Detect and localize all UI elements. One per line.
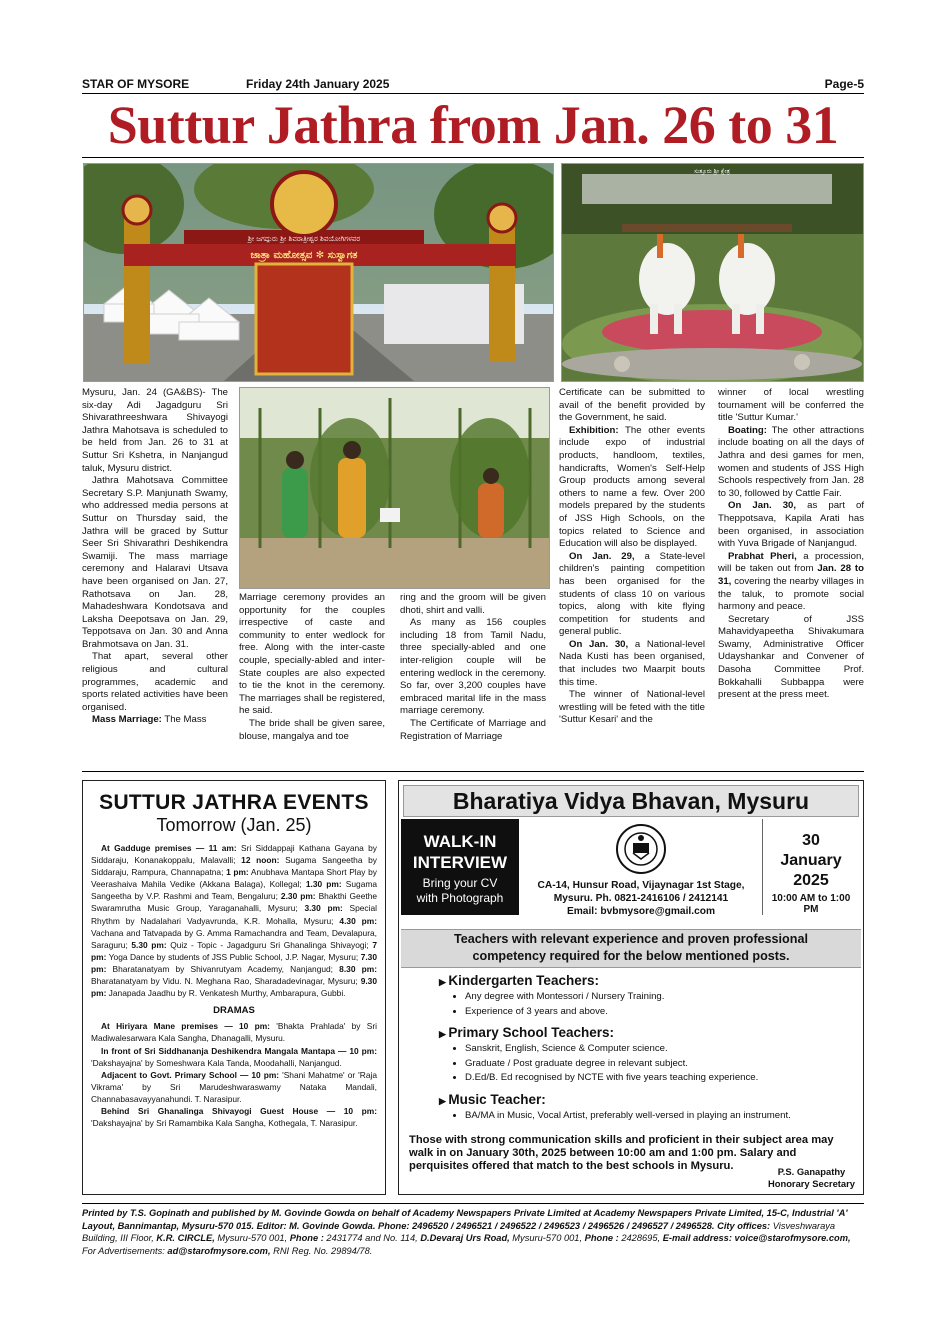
job-requirement: • Sanskrit, English, Science & Computer science. — [465, 1042, 859, 1057]
job-requirement: • Experience of 3 years and above. — [465, 1005, 859, 1020]
article-para — [559, 551, 705, 639]
event-time: 7.30 pm: — [91, 951, 377, 974]
signer-name: P.S. Ganapathy — [777, 1166, 846, 1177]
bvb-advert — [398, 780, 864, 1195]
job-title — [439, 973, 859, 988]
signatory — [768, 1166, 855, 1190]
article-para — [718, 500, 864, 550]
advert-footer: Those with strong communication skills and proficient in their subject area may walk in on January 30th, 2025 between 10:00 am and 1:00 pm. Salary and perquisites offered that match to the best schools in Mysuru. — [409, 1134, 834, 1172]
job-list — [439, 973, 859, 1129]
walkin-line: WALK-IN — [423, 832, 497, 851]
job-title-text: Primary School Teachers: — [448, 1025, 614, 1040]
job-title — [439, 1025, 859, 1040]
date-month: January — [780, 852, 842, 869]
article-bold: Jan. 28 to 31, — [718, 563, 864, 587]
drama-item — [91, 1105, 377, 1129]
events-list — [91, 842, 377, 999]
photo-bullocks — [561, 163, 864, 382]
event-desc: Special Rhythm by Nadalahari Vadyavrunda, K.R. Mohalla, Mysuru; — [91, 903, 378, 926]
imprint-text: 2428695, — [621, 1233, 661, 1244]
advert-address — [523, 819, 759, 915]
event-desc: Sri Siddappaji Kathana Gayana by Siddaraju, Konanakoppalu, Malavalli; — [91, 843, 377, 866]
masthead — [82, 76, 864, 92]
subhead-exhibition: Exhibition: — [569, 424, 619, 436]
drama-venue: At Hiriyara Mane premises — 10 pm: — [101, 1021, 270, 1032]
arrow-bullet-icon: ▶ — [439, 1095, 449, 1106]
article-para — [559, 425, 705, 551]
date-time: 10:00 AM to 1:00 PM — [771, 893, 851, 915]
subhead-mass-marriage: Mass Marriage: — [92, 714, 162, 726]
job-requirement: • BA/MA in Music, Vocal Artist, preferably well-versed in playing an instrument. — [465, 1109, 859, 1124]
job-requirement: • D.Ed/B. Ed recognised by NCTE with five years teaching experience. — [465, 1071, 859, 1086]
event-desc: Vachana and Tatvapada by G. Amma Ramachandra and Team, Devalapura, Saraguru; — [91, 927, 377, 950]
job-title-text: Kindergarten Teachers: — [448, 973, 599, 988]
article-text: The Mass — [164, 714, 207, 726]
email-line: Email: bvbmysore@gmail.com — [566, 906, 716, 917]
arrow-bullet-icon: ▶ — [439, 977, 449, 987]
headline-rule — [82, 157, 864, 158]
article-para: As many as 156 couples including 18 from Tamil Nadu, three specially-abled and one inter-religion couple will be entering wedlock in the ceremony. So far, over 3,200 couples have embraced marital life in the mass marriage ceremony. — [400, 617, 546, 717]
event-desc: Yoga Dance by students of JSS Public School, J.P. Nagar, Mysuru; — [106, 951, 361, 962]
event-time: 2.30 pm: — [280, 891, 316, 902]
headline: Suttur Jathra from Jan. 26 to 31 — [107, 95, 839, 155]
event-desc: Quiz - Topic - Jagadguru Sri Ghanalinga Shivayogi; — [166, 939, 373, 950]
imprint-text: Visveshwaraya Building, III Floor, — [82, 1220, 836, 1244]
job-requirement: • Any degree with Montessori / Nursery Training. — [465, 990, 859, 1005]
ox-sign-text: ಸುತ್ತೂರು ಶ್ರೀ ಕ್ಷೇತ್ರ — [694, 168, 730, 175]
article-text: as part of Theppotsava, Kapila Arati has been organised, in association with Yuva Brigade of Nanjangud. — [718, 500, 864, 550]
article-col-5 — [718, 387, 864, 702]
events-subtitle: Tomorrow (Jan. 25) — [156, 815, 312, 835]
arch-banner-text: ಜಾತ್ರಾ ಮಹೋತ್ಸವ ✻ ಸುಸ್ವಾಗತ — [250, 250, 358, 261]
article-text: The other attractions include boating on all the days of Jathra and desi games for men, women and students of JSS High Schools respectively from Jan. 28 to 30, followed by Cattle Fair. — [718, 424, 864, 499]
job-requirements — [465, 1042, 859, 1086]
event-desc: Sugama Sangeetha by Siddaraju, Rampura, Channapatna; — [91, 855, 377, 878]
photo-garden — [239, 387, 550, 589]
article-col-4 — [559, 387, 705, 727]
drama-item — [91, 1020, 377, 1044]
event-desc: Sugama Sangeetha by V.P. Rashmi and Team, Bengaluru; — [91, 879, 377, 902]
drama-desc: 'Dakshayajna' by Someshwara Kala Tanda, Moodahalli, Nanjangud. — [91, 1057, 342, 1068]
event-desc: Bhakthi Geethe Swaramrutha Music Group, Yaraganahalli, Mysuru; — [91, 891, 378, 914]
imprint — [82, 1207, 864, 1257]
imprint-text: D.Devaraj Urs Road, — [420, 1233, 510, 1244]
walkin-line: with Photograph — [416, 891, 504, 905]
article-para: That apart, several other religious and cultural programmes, academic and sports related activities have been organised. — [82, 651, 228, 713]
subhead-jan30-b: On Jan. 30, — [728, 500, 797, 512]
event-desc: Bharatanatyam by Shivanrutyam Academy, Nanjangud; — [106, 963, 340, 974]
signer-title: Honorary Secretary — [767, 1178, 855, 1189]
imprint-rule — [82, 1203, 864, 1204]
subhead-prabhat: Prabhat Pheri, — [728, 550, 797, 562]
subhead-jan30: On Jan. 30, — [569, 638, 629, 650]
article-text: a National-level Nada Kusti has been organised, that includes two Maarpit bouts this time. — [559, 638, 705, 688]
imprint-text: K.R. CIRCLE, — [156, 1233, 215, 1244]
walkin-line: Bring your CV — [422, 876, 498, 890]
article-para: Jathra Mahotsava Committee Secretary S.P. Manjunath Swamy, who addressed media persons at Suttur on Thursday said, the Jathra will be graced by Suttur Seer Sri Shivarathri Deshikendra Swamiji. The mass marriage ceremony and Halaravi Utsava have been organised on Jan. 27, Rathotsava on Jan. 28, Mahadeshwara Kondotsava and Laksha Deepotsava on Jan. 29, Teppotsava on Jan. 30 and Anna Brahmotsava on Jan. 31. — [82, 475, 228, 650]
article-para: winner of local wrestling tournament will be conferred the title 'Suttur Kumar.' — [718, 387, 864, 424]
interview-date — [762, 819, 859, 915]
article-para — [559, 639, 705, 689]
dramas-title: DRAMAS — [213, 1005, 255, 1017]
event-time: 3.30 pm: — [304, 903, 343, 914]
drama-item — [91, 1045, 377, 1069]
article-para — [82, 714, 228, 727]
drama-venue: Adjacent to Govt. Primary School — 10 pm: — [101, 1069, 280, 1080]
imprint-text: Mysuru-570 001, — [509, 1233, 585, 1244]
article-para — [718, 425, 864, 501]
imprint-text: 2431774 and No. 114, — [326, 1233, 421, 1244]
event-desc: Bharatanatyam by Vidu. N. Meghana Rao, Sharadadevinagar, Mysuru; — [91, 976, 361, 987]
issue-date: Friday 24th January 2025 — [246, 77, 390, 91]
event-time: 12 noon: — [241, 855, 280, 866]
event-desc: Janapada Jaadhu by R. Venkatesh Murthy, Ambarapura, Gubbi. — [106, 988, 346, 999]
drama-desc: 'Shani Mahatme' or 'Raja Vikrama' by Sri Marudeshwaraswamy Nataka Mandali, Channabasavayyanahundi. T. Narasipur. — [91, 1069, 377, 1104]
date-year: 2025 — [793, 872, 829, 889]
article-para: Certificate can be submitted to avail of the benefit provided by the Government, he said. — [559, 387, 705, 424]
imprint-text: RNI Reg. No. 29894/78. — [270, 1245, 373, 1256]
event-desc: Anubhava Mantapa Short Play by Veerashaiva Mahila Vedike (Akkana Balaga), Kollegal; — [91, 867, 377, 890]
job-requirement: • Graduate / Post graduate degree in relevant subject. — [465, 1057, 859, 1072]
imprint-text: Printed by T.S. Gopinath and published by M. Govinde Gowda on behalf of Academy Newspapers Private Limited at Academy Newspapers Private Limited, 15-C, Industrial 'A' Layout, Bannimantap, Mysuru-570 015. Editor: M. Govinde Gowda. Phone: 2496520 / 2496521 / 2496522 / 2496523 / 2496526 / 2496527 / 2496528. — [82, 1208, 848, 1231]
drama-desc: 'Bhakta Prahlada' by Sri Madiwalesarwara Kala Sangha, Dhanagalli, Mysuru. — [91, 1021, 377, 1044]
event-time: 5.30 pm: — [131, 939, 167, 950]
bvb-logo-icon — [615, 823, 667, 875]
address-line: CA-14, Hunsur Road, Vijaynagar 1st Stage, — [537, 880, 745, 891]
event-time: 4.30 pm: — [339, 915, 377, 926]
walkin-line: INTERVIEW — [412, 853, 508, 872]
imprint-text: Phone : — [289, 1233, 327, 1244]
article-para: The winner of National-level wrestling will be feted with the title 'Suttur Kesari' and the — [559, 689, 705, 726]
drama-desc: 'Dakshayajna' by Sri Ramambika Kala Sangha, Kothegala, T. Narasipur. — [91, 1118, 358, 1129]
subhead-jan29: On Jan. 29, — [569, 550, 635, 562]
imprint-text: Mysuru-570 001, — [214, 1233, 290, 1244]
job-title-text: Music Teacher: — [448, 1091, 546, 1107]
event-time: 8.30 pm: — [339, 963, 377, 974]
article-para: The bride shall be given saree, blouse, mangalya and toe — [239, 717, 385, 742]
article-col-3 — [400, 592, 546, 743]
date-day: 30 — [802, 832, 820, 849]
article-para: ring and the groom will be given dhoti, shirt and valli. — [400, 592, 546, 616]
photo-arch — [83, 163, 554, 382]
teachers-line: competency required for the below mentioned posts. — [472, 949, 790, 963]
job-requirements — [465, 1109, 859, 1124]
article-para — [718, 551, 864, 614]
event-time: 7 pm: — [91, 939, 378, 962]
article-para: The Certificate of Marriage and Registration of Marriage — [400, 717, 546, 742]
events-schedule — [91, 842, 377, 1129]
article-text: a State-level children's painting competition has been organised for the students of class 10 on various topics, along with kite flying competition for students and general public. — [559, 550, 705, 638]
events-box — [82, 780, 386, 1195]
arrow-bullet-icon: ▶ — [439, 1029, 449, 1039]
article-col-1 — [82, 387, 228, 727]
drama-venue: Behind Sri Ghanalinga Shivayogi Guest House — 10 pm: — [101, 1105, 377, 1116]
event-time: 9.30 pm: — [91, 976, 377, 999]
article-text: a procession, will be taken out from — [718, 550, 865, 575]
imprint-text: E-mail address: voice@starofmysore.com, — [662, 1233, 851, 1244]
job-requirements — [465, 990, 859, 1019]
events-title: SUTTUR JATHRA EVENTS — [99, 791, 369, 814]
page-number: Page-5 — [824, 77, 864, 91]
section-rule — [82, 771, 864, 772]
drama-venue: In front of Sri Siddhananja Deshikendra Mangala Mantapa — 10 pm: — [101, 1045, 377, 1056]
imprint-text: ad@starofmysore.com, — [167, 1245, 271, 1256]
event-time: 1.30 pm: — [305, 879, 342, 890]
advert-title: Bharatiya Vidya Bhavan, Mysuru — [403, 785, 859, 817]
article-para: Marriage ceremony provides an opportunity for the couples irrespective of caste and community to enter wedlock for free. Along with the inter-caste couple, specially-abled and inter-State couples are also expected to tie the knot in the ceremony. The marriages shall be registered, he said. — [239, 592, 385, 717]
article-para: Secretary of JSS Mahavidyapeetha Shivakumara Swamy, Administrative Officer Udayshankar and Convener of Dasoha Committee Prof. Bokkahalli Subbappa were present at the press meet. — [718, 613, 864, 701]
phone-line: Mysuru. Ph. 0821-2416106 / 2412141 — [553, 893, 729, 904]
article-text: covering the nearby villages in the taluk, to promote social harmony and peace. — [718, 575, 864, 613]
dramas-list — [91, 1020, 377, 1129]
subhead-boating: Boating: — [728, 424, 767, 436]
article-para: Mysuru, Jan. 24 (GA&BS)- The six-day Adi Jagadguru Sri Shivarathreeshwara Shivayogi Jathra Mahotsava is scheduled to be held from Jan. 26 to 31 at Suttur Sri Kshetra, in Nanjangud taluk, Mysuru district. — [82, 387, 228, 474]
imprint-text: For Advertisements: — [82, 1245, 168, 1256]
teachers-banner — [401, 929, 861, 968]
imprint-text: City offices: — [717, 1220, 773, 1231]
paper-name: STAR OF MYSORE — [82, 77, 190, 91]
event-time: At Gadduge premises — 11 am: — [101, 843, 237, 853]
imprint-text: Phone : — [584, 1233, 622, 1244]
event-time: 1 pm: — [226, 867, 249, 878]
article-col-2 — [239, 592, 385, 743]
walkin-block — [401, 819, 519, 915]
arch-top-text: ಶ್ರೀ ಜಗದ್ಗುರು ಶ್ರೀ ಶಿವರಾತ್ರೀಶ್ವರ ಶಿವಯೋಗಿಗಳವರ — [247, 235, 361, 243]
job-title — [439, 1092, 859, 1107]
teachers-line: Teachers with relevant experience and proven professional — [454, 932, 808, 946]
drama-item — [91, 1069, 377, 1105]
article-text: The other events include expo of industrial products, handloom, textiles, handicrafts, Women's Self-Help Group products among several others to name a few. Over 200 models prepared by the students of JSS High Schools, on the topics related to Science and Education will also be displayed. — [559, 424, 706, 550]
